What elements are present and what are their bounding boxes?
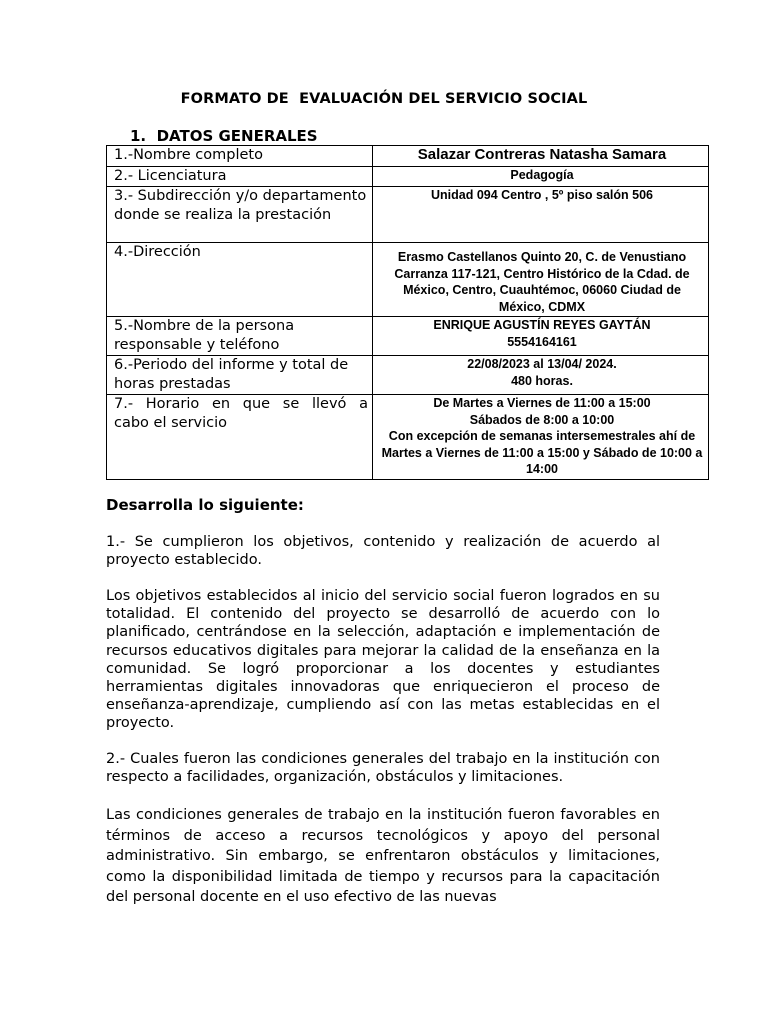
table-row [107,395,709,480]
schedule-saturdays: Sábados de 8:00 a 10:00 [469,412,615,427]
develop-heading: Desarrolla lo siguiente: [106,496,304,514]
table-row [107,166,709,187]
row-label-line: 7.- Horario en que se llevó a [114,396,368,412]
answer-1: Los objetivos establecidos al inicio del servicio social fueron logrados en su totalidad. El contenido del proyecto se desarrolló de acuerdo con lo planificado, centrándose en la selección, adaptación e implementación de recursos educativos digitales para mejorar la calidad de la enseñanza en la comunidad. Se logró proporcionar a los docentes y estudiantes herramientas digitales innovadoras que enriquecieron el proceso de enseñanza-aprendizaje, cumpliendo así con las metas establecidas en el proyecto. [106,588,660,732]
row-value: Salazar Contreras Natasha Samara [373,146,709,167]
table-row [107,356,709,395]
row-value: Unidad 094 Centro , 5º piso salón 506 [373,187,709,243]
report-period: 22/08/2023 al 13/04/ 2024. [467,357,617,371]
row-label: 4.-Dirección [107,243,373,317]
row-label: 5.-Nombre de la persona responsable y teléfono [107,317,373,356]
section-heading: 1. DATOS GENERALES [130,127,318,145]
table-row [107,187,709,243]
row-value [373,395,709,480]
document-title: FORMATO DE EVALUACIÓN DEL SERVICIO SOCIAL [180,91,588,107]
table-row [107,317,709,356]
row-label [107,395,373,480]
row-label: 6.-Periodo del informe y total de horas prestadas [107,356,373,395]
table-row [107,243,709,317]
row-value: Pedagogía [373,166,709,187]
row-value [373,356,709,395]
row-label: 2.- Licenciatura [107,166,373,187]
row-label: 3.- Subdirección y/o departamento donde se realiza la prestación [107,187,373,243]
row-label-line: cabo el servicio [114,414,228,431]
row-value: Erasmo Castellanos Quinto 20, C. de Venustiano Carranza 117-121, Centro Histórico de la Cdad. de México, Centro, Cuauhtémoc, 06060 Ciudad de México, CDMX [373,243,709,317]
total-hours: 480 horas. [511,373,573,388]
schedule-weekdays: De Martes a Viernes de 11:00 a 15:00 [433,396,651,410]
answer-2: Las condiciones generales de trabajo en la institución fueron favorables en términos de acceso a recursos tecnológicos y apoyo del personal administrativo. Sin embargo, se enfrentaron obstáculos y limitaciones, como la disponibilidad limitada de tiempo y recursos para la capacitación del personal docente en el uso efectivo de las nuevas [106,807,660,906]
table-row [107,146,709,167]
question-1: 1.- Se cumplieron los objetivos, contenido y realización de acuerdo al proyecto establecido. [106,534,660,569]
general-data-table [106,145,709,480]
responsible-name: ENRIQUE AGUSTÍN REYES GAYTÁN [433,318,651,332]
row-value [373,317,709,356]
responsible-phone: 5554164161 [507,334,577,349]
schedule-exception: Con excepción de semanas intersemestrales ahí de Martes a Viernes de 11:00 a 15:00 y Sábado de 10:00 a 14:00 [381,429,703,476]
question-2: 2.- Cuales fueron las condiciones generales del trabajo en la institución con respecto a facilidades, organización, obstáculos y limitaciones. [106,751,660,786]
row-label: 1.-Nombre completo [107,146,373,167]
